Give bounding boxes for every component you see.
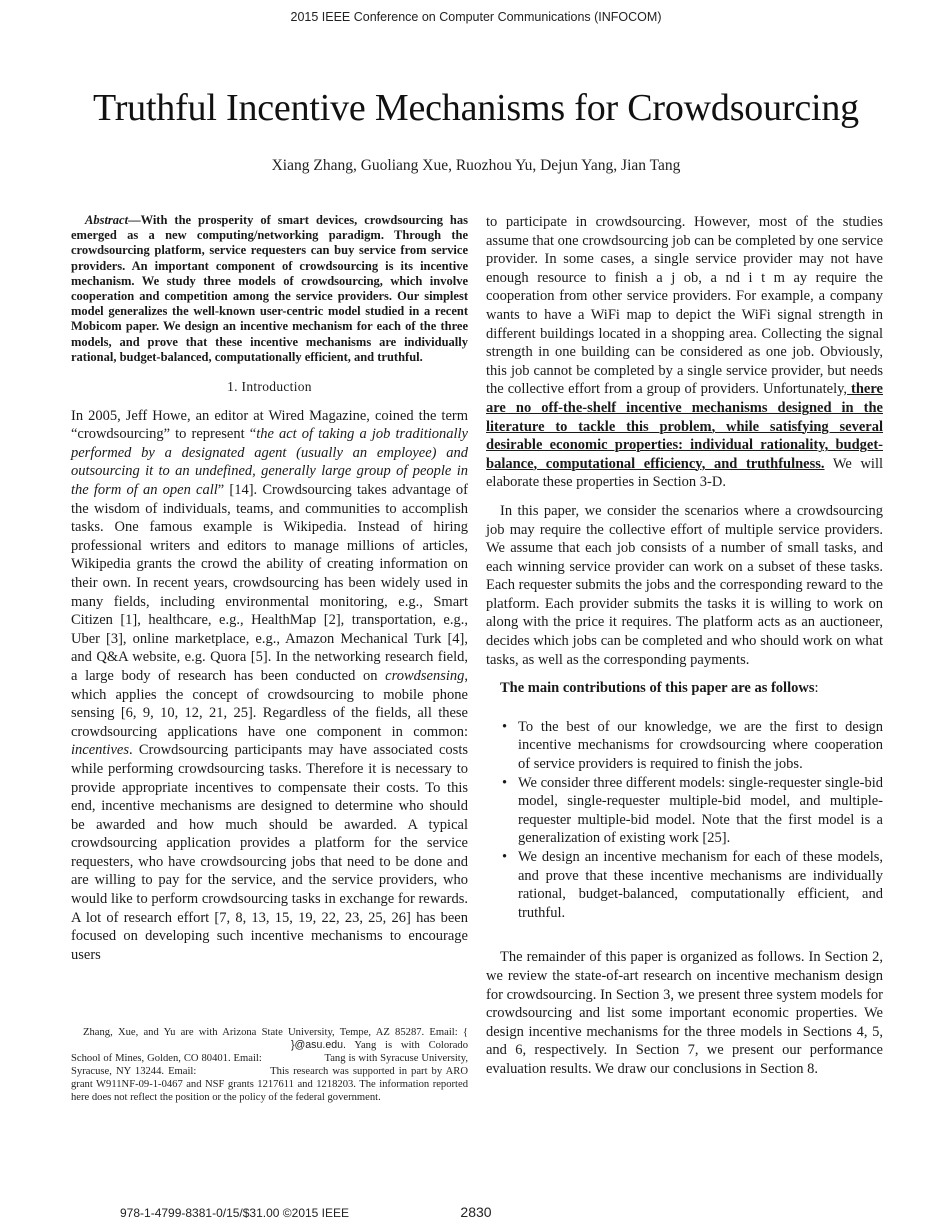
- list-item: [486, 718, 883, 774]
- footnote-text: Yang is with Colorado School of Mines, Golden, CO 80401. Email:: [71, 1040, 468, 1065]
- highlighted-statement: there are no off-the-shelf incentive mechanisms designed in the literature to tackle this problem, while satisfying several desirable economic properties: individual rationality, budget-balance, computational efficiency, and truthfulness.: [486, 381, 883, 472]
- spacer: [486, 922, 883, 948]
- list-item-text: We design an incentive mechanism for each of these models, and prove that these incentive mechanisms are individually rational, budget-balanced, computationally efficient, and truthful.: [518, 849, 883, 921]
- author-list: Xiang Zhang, Guoliang Xue, Ruozhou Yu, Dejun Yang, Jian Tang: [271, 157, 681, 174]
- abstract-label: Abstract: [85, 213, 129, 227]
- contributions-heading-colon: :: [814, 680, 819, 697]
- list-item: [486, 774, 883, 848]
- spacer: [486, 492, 883, 502]
- text-run: We will elaborate these properties in Section 3-D.: [486, 455, 883, 491]
- text-run: ” [14]. Crowdsourcing takes advantage of the wisdom of individuals, teams, and communities to accomplish tasks. One famous example is Wikipedia. Instead of hiring professional writers and editors to manage millions of articles, Wikipedia grants the crowd the ability of creating information on their own. In recent years, crowdsourcing has been widely used in many fields, including environmental monitoring, e.g., Smart Citizen [1], healthcare, e.g., HealthMap [2], transportation, e.g., Uber [3], online marketplace, e.g., Amazon Mechanical Turk [4], and Q&A website, e.g. Quora [5]. In the networking research field, a large body of research has been conducted on: [71, 482, 468, 684]
- footnote-text: Zhang, Xue, and Yu are with Arizona State University, Tempe, AZ 85287. Email: {: [83, 1027, 468, 1038]
- bullet-icon: •: [502, 718, 508, 735]
- isbn-footer: 978-1-4799-8381-0/15/$31.00 ©2015 IEEE: [120, 1206, 350, 1220]
- text-run: . Crowdsourcing participants may have associated costs while performing crowdsourcing tasks. Therefore it is necessary to provide appropriate incentives to compensate their costs. To this end, incentive mechanisms are designed to determine who should be awarded and how much should be awarded. A typical crowdsourcing application provides a platform for the service requesters, who have crowdsourcing jobs that need to be done and are willing to pay for the service, and the service providers, who would like to perform crowdsourcing tasks in exchange for rewards. A lot of research effort [7, 8, 13, 15, 19, 22, 23, 25, 26] has been focused on developing such incentive mechanisms to encourage users: [71, 742, 468, 963]
- conference-header: 2015 IEEE Conference on Computer Communications (INFOCOM): [290, 10, 662, 24]
- quote-definition: the act of taking a job traditionally performed by a designated agent (usually an employee) and outsourcing it to an undefined, generally large group of people in the form of an open call: [71, 426, 468, 498]
- term-crowdsensing: crowdsensing: [385, 667, 465, 684]
- right-column: [486, 213, 883, 1079]
- contributions-heading: [500, 679, 883, 698]
- left-column: [71, 213, 468, 964]
- footnote: [71, 1026, 468, 1105]
- footnote-text: Tang is with Syracuse University, Syracuse, NY 13244. Email:: [71, 1053, 468, 1078]
- footnote-text: This research was supported in part by ARO grant W911NF-09-1-0467 and NSF grants 1217611 and 1218203. The information reported here does not reflect the position or the policy of the federal government.: [71, 1066, 468, 1104]
- bullet-icon: •: [502, 774, 508, 791]
- page-number: 2830: [460, 1204, 492, 1220]
- footnote-email-domain: }@asu.edu.: [291, 1039, 346, 1052]
- paper-title: Truthful Incentive Mechanisms for Crowdsourcing: [93, 87, 859, 129]
- text-run: , which applies the concept of crowdsourcing to mobile phone sensing [6, 9, 10, 12, 21, 25]. Regardless of the fields, all these crowdsourcing applications have one component in common:: [71, 667, 468, 740]
- section-heading-introduction: 1. Introduction: [227, 379, 312, 395]
- bullet-icon: •: [502, 849, 508, 865]
- list-item-text: We consider three different models: single-requester single-bid model, single-requester multiple-bid model, and multiple-requester multiple-bid model. Note that the first model is a generalization of existing work [25].: [518, 774, 883, 847]
- list-item-text: To the best of our knowledge, we are the first to design incentive mechanisms for crowdsourcing where cooperation of service providers is required to finish the jobs.: [518, 718, 883, 773]
- text-run: In 2005, Jeff Howe, an editor at Wired Magazine, coined the term “crowdsourcing” to represent “: [71, 407, 468, 443]
- intro-paragraph-1: [71, 407, 468, 965]
- text-run: to participate in crowdsourcing. However, most of the studies assume that one crowdsourcing job can be completed by one service provider. In some cases, a single service provider may not have enough resource to finish a j ob, a nd i t m ay require the cooperation from other service providers. For example, a company wants to have a WiFi map to depict the WiFi signal strength in different buildings located in a shopping area. Collecting the signal strength in one building can be considered as one job. Obviously, this job cannot be completed by a single service provider, but needs the collective effort from a group of providers. Unfortunately,: [486, 214, 884, 398]
- contributions-heading-text: The main contributions of this paper are as follows: [500, 680, 815, 697]
- abstract-text: —With the prosperity of smart devices, crowdsourcing has emerged as a new computing/networking paradigm. Through the crowdsourcing platform, service requesters can buy service from service providers. An important component of crowdsourcing is its incentive mechanism. We study three models of crowdsourcing, which involve cooperation and competition among the service providers. Our simplest model generalizes the well-known user-centric model studied in a recent Mobicom paper. We design an incentive mechanism for each of the three models, and prove that these incentive mechanisms are individually rational, budget-balanced, computationally efficient, and truthful.: [71, 213, 468, 364]
- contributions-list: [486, 718, 883, 923]
- intro-paragraph-2: In this paper, we consider the scenarios where a crowdsourcing job may require the collective effort of multiple service providers. We assume that each job consists of a number of small tasks, and each winning service provider can work on a subset of these tasks. Each requester submits the jobs and the corresponding reward to the platform. Each provider submits the tasks it is willing to work on along with the price it requires. The platform acts as an auctioneer, decides which jobs can be completed and who should work on what tasks, as well as the corresponding payments.: [486, 502, 883, 668]
- list-item: [486, 848, 883, 922]
- term-incentives: incentives: [71, 742, 129, 759]
- abstract: [71, 213, 468, 365]
- intro-paragraph-1-continued: [486, 213, 883, 492]
- intro-paragraph-3: The remainder of this paper is organized as follows. In Section 2, we review the state-of-art research on incentive mechanism design for crowdsourcing. In Section 3, we present three system models for crowdsourcing and list some important economic properties. We design incentive mechanisms for the three models in Sections 4, 5, and 6, respectively. In Section 7, we present our performance evaluation results. We draw our conclusions in Section 8.: [486, 949, 883, 1077]
